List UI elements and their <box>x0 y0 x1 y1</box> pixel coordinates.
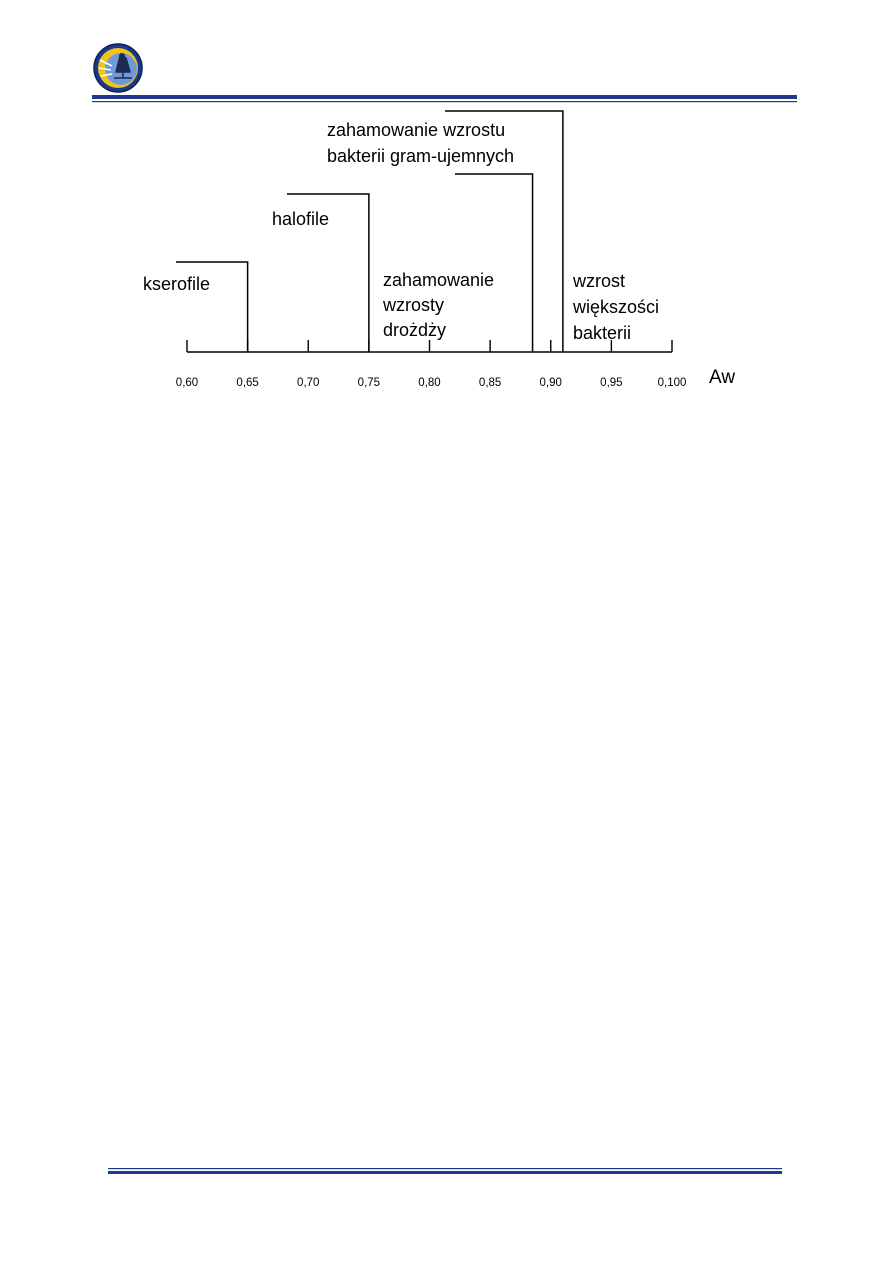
tick-label: 0,95 <box>600 377 623 389</box>
tick-label: 0,100 <box>657 377 687 389</box>
footer-rule <box>108 1168 782 1176</box>
threshold-marker <box>143 262 248 352</box>
tick-label: 0,85 <box>478 377 502 389</box>
region-label-line: wzrosty <box>383 295 445 315</box>
threshold-marker <box>327 120 533 352</box>
threshold-label: wzrost <box>573 271 626 291</box>
tick-label: 0,90 <box>539 377 562 389</box>
threshold-label: bakterii <box>573 323 632 343</box>
tick-labels <box>176 377 687 389</box>
water-activity-diagram <box>0 0 893 420</box>
threshold-bracket <box>455 174 533 352</box>
threshold-label: większości <box>573 297 660 317</box>
tick-label: 0,65 <box>236 377 259 389</box>
region-label <box>382 270 494 340</box>
threshold-label: kserofile <box>143 274 211 294</box>
tick-label: 0,70 <box>297 377 320 389</box>
threshold-label: halofile <box>272 209 330 229</box>
tick-label: 0,75 <box>357 377 381 389</box>
tick-label: 0,80 <box>418 377 441 389</box>
threshold-label: bakterii gram-ujemnych <box>327 146 515 166</box>
threshold-label: zahamowanie wzrostu <box>327 120 506 140</box>
region-label-line: drożdży <box>383 320 447 340</box>
tick-label: 0,60 <box>175 377 199 389</box>
thresholds <box>143 111 659 352</box>
threshold-marker <box>272 194 369 352</box>
region-label-line: zahamowanie <box>383 270 495 290</box>
region-labels <box>382 270 494 340</box>
axis-label: Aw <box>709 367 736 388</box>
